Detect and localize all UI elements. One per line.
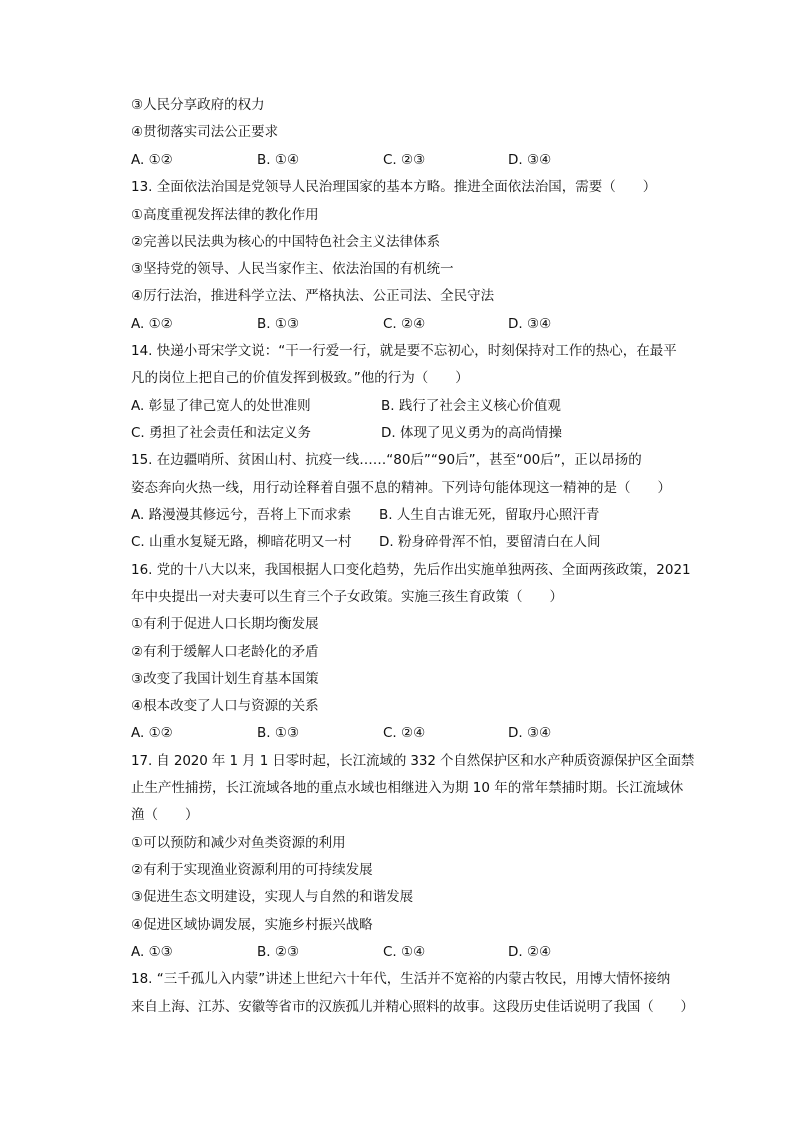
q16-stem-line-1: 16. 党的十八大以来，我国根据人口变化趋势，先后作出实施单独两孩、全面两孩政策，2021 [131, 562, 691, 578]
q12-option-b: B. ①④ [257, 152, 300, 168]
q14-option-a: A. 彰显了律己宽人的处世准则 [131, 398, 311, 414]
q16-item-4: ④根本改变了人口与资源的关系 [131, 698, 319, 714]
q17-stem-line-3: 渔（ ） [131, 807, 199, 823]
q17-options [131, 942, 691, 962]
q17-stem-line-1: 17. 自 2020 年 1 月 1 日零时起，长江流域的 332 个自然保护区和水产种质资源保护区全面禁 [131, 753, 695, 769]
q13-option-b: B. ①③ [257, 316, 300, 332]
q13-item-4: ④厉行法治，推进科学立法、严格执法、公正司法、全民守法 [131, 288, 495, 304]
q16-option-b: B. ①③ [257, 725, 300, 741]
q15-option-d: D. 粉身碎骨浑不怕，要留清白在人间 [379, 534, 601, 550]
q13-item-3: ③坚持党的领导、人民当家作主、依法治国的有机统一 [131, 261, 454, 277]
q16-stem-line-2: 年中央提出一对夫妻可以生育三个子女政策。实施三孩生育政策（ ） [131, 589, 563, 605]
q17-option-c: C. ①④ [383, 944, 426, 960]
q16-option-d: D. ③④ [508, 725, 552, 741]
q13-option-a: A. ①② [131, 316, 173, 332]
q17-stem-line-2: 止生产性捕捞，长江流域各地的重点水域也相继进入为期 10 年的常年禁捕时期。长江流域休 [131, 780, 684, 796]
q17-option-d: D. ②④ [508, 944, 552, 960]
q13-option-c: C. ②④ [383, 316, 426, 332]
q16-option-a: A. ①② [131, 725, 173, 741]
q17-item-4: ④促进区域协调发展，实施乡村振兴战略 [131, 917, 373, 933]
q14-options-row-2 [131, 423, 691, 443]
q17-item-1: ①可以预防和减少对鱼类资源的利用 [131, 835, 346, 851]
q14-options-row-1 [131, 396, 691, 416]
q16-option-c: C. ②④ [383, 725, 426, 741]
q15-option-a: A. 路漫漫其修远兮，吾将上下而求索 [131, 507, 352, 523]
q14-option-d: D. 体现了见义勇为的高尚情操 [381, 425, 562, 441]
q13-options [131, 314, 691, 334]
q17-item-3: ③促进生态文明建设，实现人与自然的和谐发展 [131, 889, 414, 905]
q12-item-3: ③人民分享政府的权力 [131, 97, 265, 113]
q14-stem-line-2: 凡的岗位上把自己的价值发挥到极致。”他的行为（ ） [131, 370, 469, 386]
q15-option-b: B. 人生自古谁无死，留取丹心照汗青 [379, 507, 600, 523]
q12-option-d: D. ③④ [508, 152, 552, 168]
q13-option-d: D. ③④ [508, 316, 552, 332]
q16-item-3: ③改变了我国计划生育基本国策 [131, 671, 319, 687]
q13-item-1: ①高度重视发挥法律的教化作用 [131, 207, 319, 223]
q15-options-row-1 [131, 505, 691, 525]
q14-stem-line-1: 14. 快递小哥宋学文说：“干一行爱一行，就是要不忘初心，时刻保持对工作的热心，在最平 [131, 343, 677, 359]
q12-option-c: C. ②③ [383, 152, 426, 168]
q16-options [131, 723, 691, 743]
q18-stem-line-1: 18. “三千孤儿入内蒙”讲述上世纪六十年代，生活并不宽裕的内蒙古牧民，用博大情怀接纳 [131, 971, 671, 987]
q14-option-c: C. 勇担了社会责任和法定义务 [131, 425, 312, 441]
q17-item-2: ②有利于实现渔业资源利用的可持续发展 [131, 862, 373, 878]
q16-item-1: ①有利于促进人口长期均衡发展 [131, 616, 319, 632]
q12-options [131, 150, 691, 170]
q15-stem-line-1: 15. 在边疆哨所、贫困山村、抗疫一线……“80后”“90后”，甚至“00后”，正以昂扬的 [131, 452, 642, 468]
q14-option-b: B. 践行了社会主义核心价值观 [381, 398, 561, 414]
q16-item-2: ②有利于缓解人口老龄化的矛盾 [131, 644, 319, 660]
q12-option-a: A. ①② [131, 152, 173, 168]
q15-stem-line-2: 姿态奔向火热一线，用行动诠释着自强不息的精神。下列诗句能体现这一精神的是（ ） [131, 480, 671, 496]
q15-option-c: C. 山重水复疑无路，柳暗花明又一村 [131, 534, 352, 550]
q13-stem: 13. 全面依法治国是党领导人民治理国家的基本方略。推进全面依法治国，需要（ ） [131, 179, 657, 195]
q13-item-2: ②完善以民法典为核心的中国特色社会主义法律体系 [131, 234, 441, 250]
q17-option-a: A. ①③ [131, 944, 173, 960]
q17-option-b: B. ②③ [257, 944, 300, 960]
q15-options-row-2 [131, 532, 691, 552]
q12-item-4: ④贯彻落实司法公正要求 [131, 124, 279, 140]
q18-stem-line-2: 来自上海、江苏、安徽等省市的汉族孤儿并精心照料的故事。这段历史佳话说明了我国（ ） [131, 999, 694, 1015]
